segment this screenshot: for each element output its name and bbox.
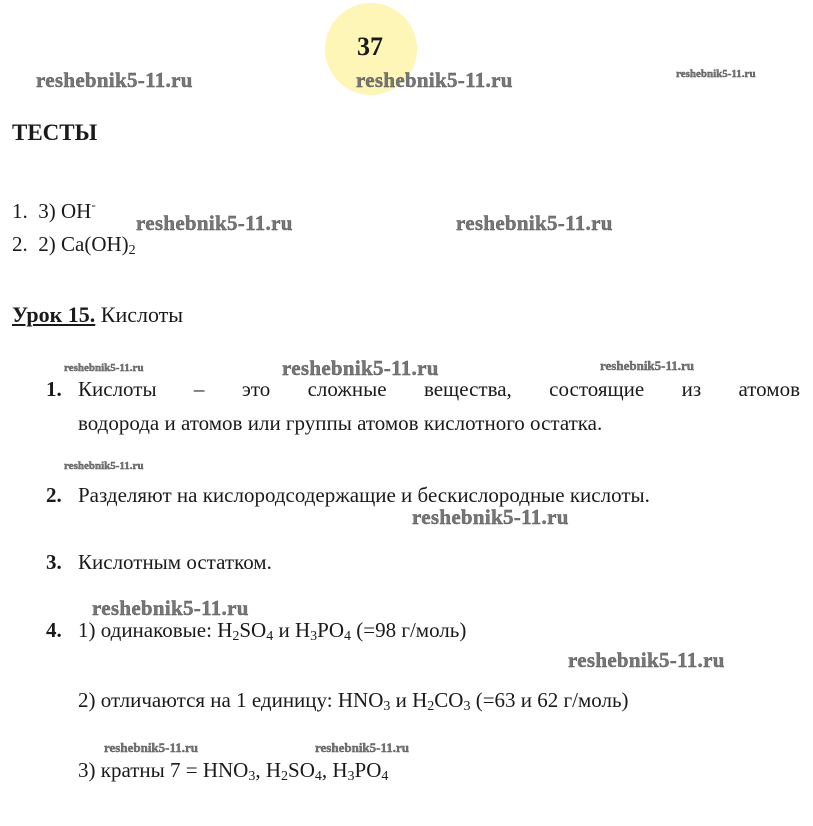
watermark: reshebnik5-11.ru [315, 740, 410, 755]
lesson-title [12, 302, 183, 328]
sub-answer-1: 1) одинаковые: $H_2SO_4$ и $H_3PO_4$ (=98 г/моль) [78, 618, 467, 644]
test-number: 1. [12, 199, 28, 223]
item-text: Кислотным остатком. [78, 550, 272, 574]
watermark: reshebnik5-11.ru [568, 648, 725, 672]
watermark: reshebnik5-11.ru [456, 211, 613, 235]
answer-item [46, 613, 806, 793]
item-number: 2. [46, 483, 62, 507]
watermark: reshebnik5-11.ru [136, 211, 293, 235]
subscript: 2 [128, 243, 136, 258]
answer-item [46, 372, 806, 442]
item-text-line: Кислоты – это сложные вещества, состоящие из атомов [78, 377, 800, 401]
item-number: 1. [46, 377, 62, 401]
answer-item [46, 478, 806, 512]
watermark: reshebnik5-11.ru [36, 68, 193, 92]
watermark: reshebnik5-11.ru [600, 358, 695, 373]
item-text-line: водорода и атомов или группы атомов кислотного остатка. [78, 411, 603, 435]
watermark: reshebnik5-11.ru [104, 740, 199, 755]
test-number: 2. [12, 232, 28, 256]
watermark: reshebnik5-11.ru [64, 460, 144, 472]
page-number: 37 [357, 32, 383, 61]
watermark: reshebnik5-11.ru [282, 356, 439, 380]
watermark: reshebnik5-11.ru [64, 362, 144, 374]
watermark: reshebnik5-11.ru [356, 68, 513, 92]
superscript: - [91, 197, 96, 212]
item-number: 4. [46, 618, 62, 642]
sub-answer-3: 3) кратны $7 = HNO_3$, $H_2SO_4$, $H_3PO_4$ [78, 758, 389, 784]
test-answer-text: 3) OH [38, 199, 92, 223]
answer-item [46, 545, 806, 579]
lesson-name: Кислоты [100, 302, 184, 327]
sub-answer-2: 2) отличаются на 1 единицу: $HNO_3$ и $H_2CO_3$ (=63 и 62 г/моль) [78, 688, 629, 714]
watermark: reshebnik5-11.ru [412, 505, 569, 529]
lesson-label: Урок 15. [12, 302, 96, 327]
item-text: Разделяют на кислородсодержащие и бескислородные кислоты. [78, 483, 650, 507]
test-answer-text: 2) Ca(OH) [38, 232, 129, 256]
item-number: 3. [46, 550, 62, 574]
section-heading: ТЕСТЫ [12, 120, 98, 145]
test-answer [12, 232, 136, 259]
watermark: reshebnik5-11.ru [676, 68, 756, 80]
watermark: reshebnik5-11.ru [92, 596, 249, 620]
test-answer [12, 197, 96, 224]
